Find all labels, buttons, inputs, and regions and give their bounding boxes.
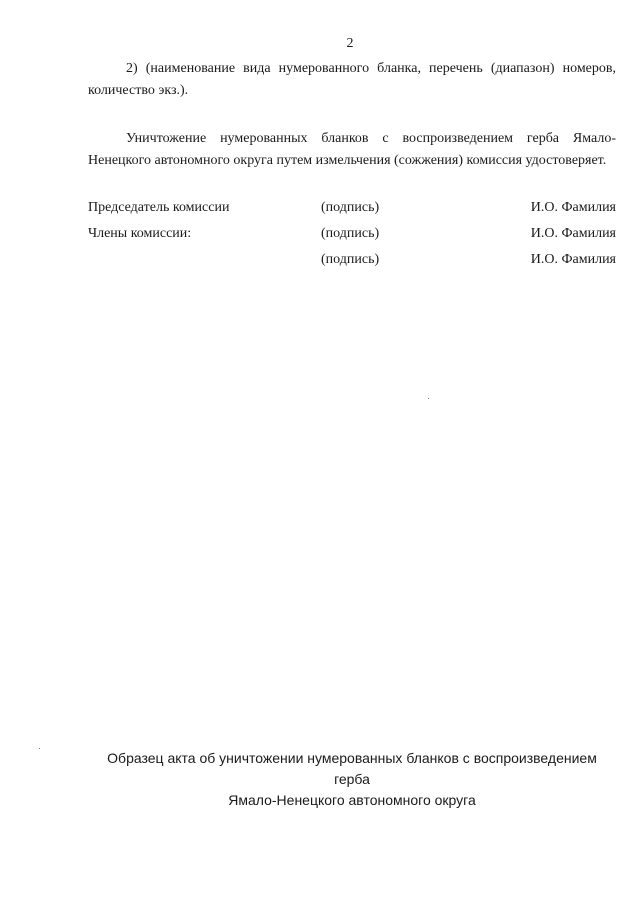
signature-name: И.О. Фамилия [530,226,616,241]
signature-placeholder: (подпись) [321,252,380,267]
page-number: 2 [346,36,354,51]
paragraph-form-description: 2) (наименование вида нумерованного бланка, перечень (диапазон) номеров, количество экз.). [88,61,616,98]
caption-line-2: Ямало-Ненецкого автономного округа [228,792,476,808]
paragraph-destruction-statement: Уничтожение нумерованных бланков с воспроизведением герба Ямало-Ненецкого автономного округа путем измельчения (сожжения) комиссия удостоверяет. [88,131,616,168]
signature-name: И.О. Фамилия [530,252,616,267]
scan-speck [428,398,429,399]
caption-line-1: Образец акта об уничтожении нумерованных бланков с воспроизведением герба [107,750,597,787]
signature-role: Члены комиссии: [88,226,192,241]
signature-row-member-1 [88,224,616,244]
document-caption [88,748,616,811]
scan-speck [39,748,40,749]
signature-role: Председатель комиссии [88,200,230,215]
signature-name: И.О. Фамилия [530,200,616,215]
signature-placeholder: (подпись) [321,226,380,241]
signature-row-chairman [88,198,616,218]
signature-placeholder: (подпись) [321,200,380,215]
signature-row-member-2 [88,250,616,270]
